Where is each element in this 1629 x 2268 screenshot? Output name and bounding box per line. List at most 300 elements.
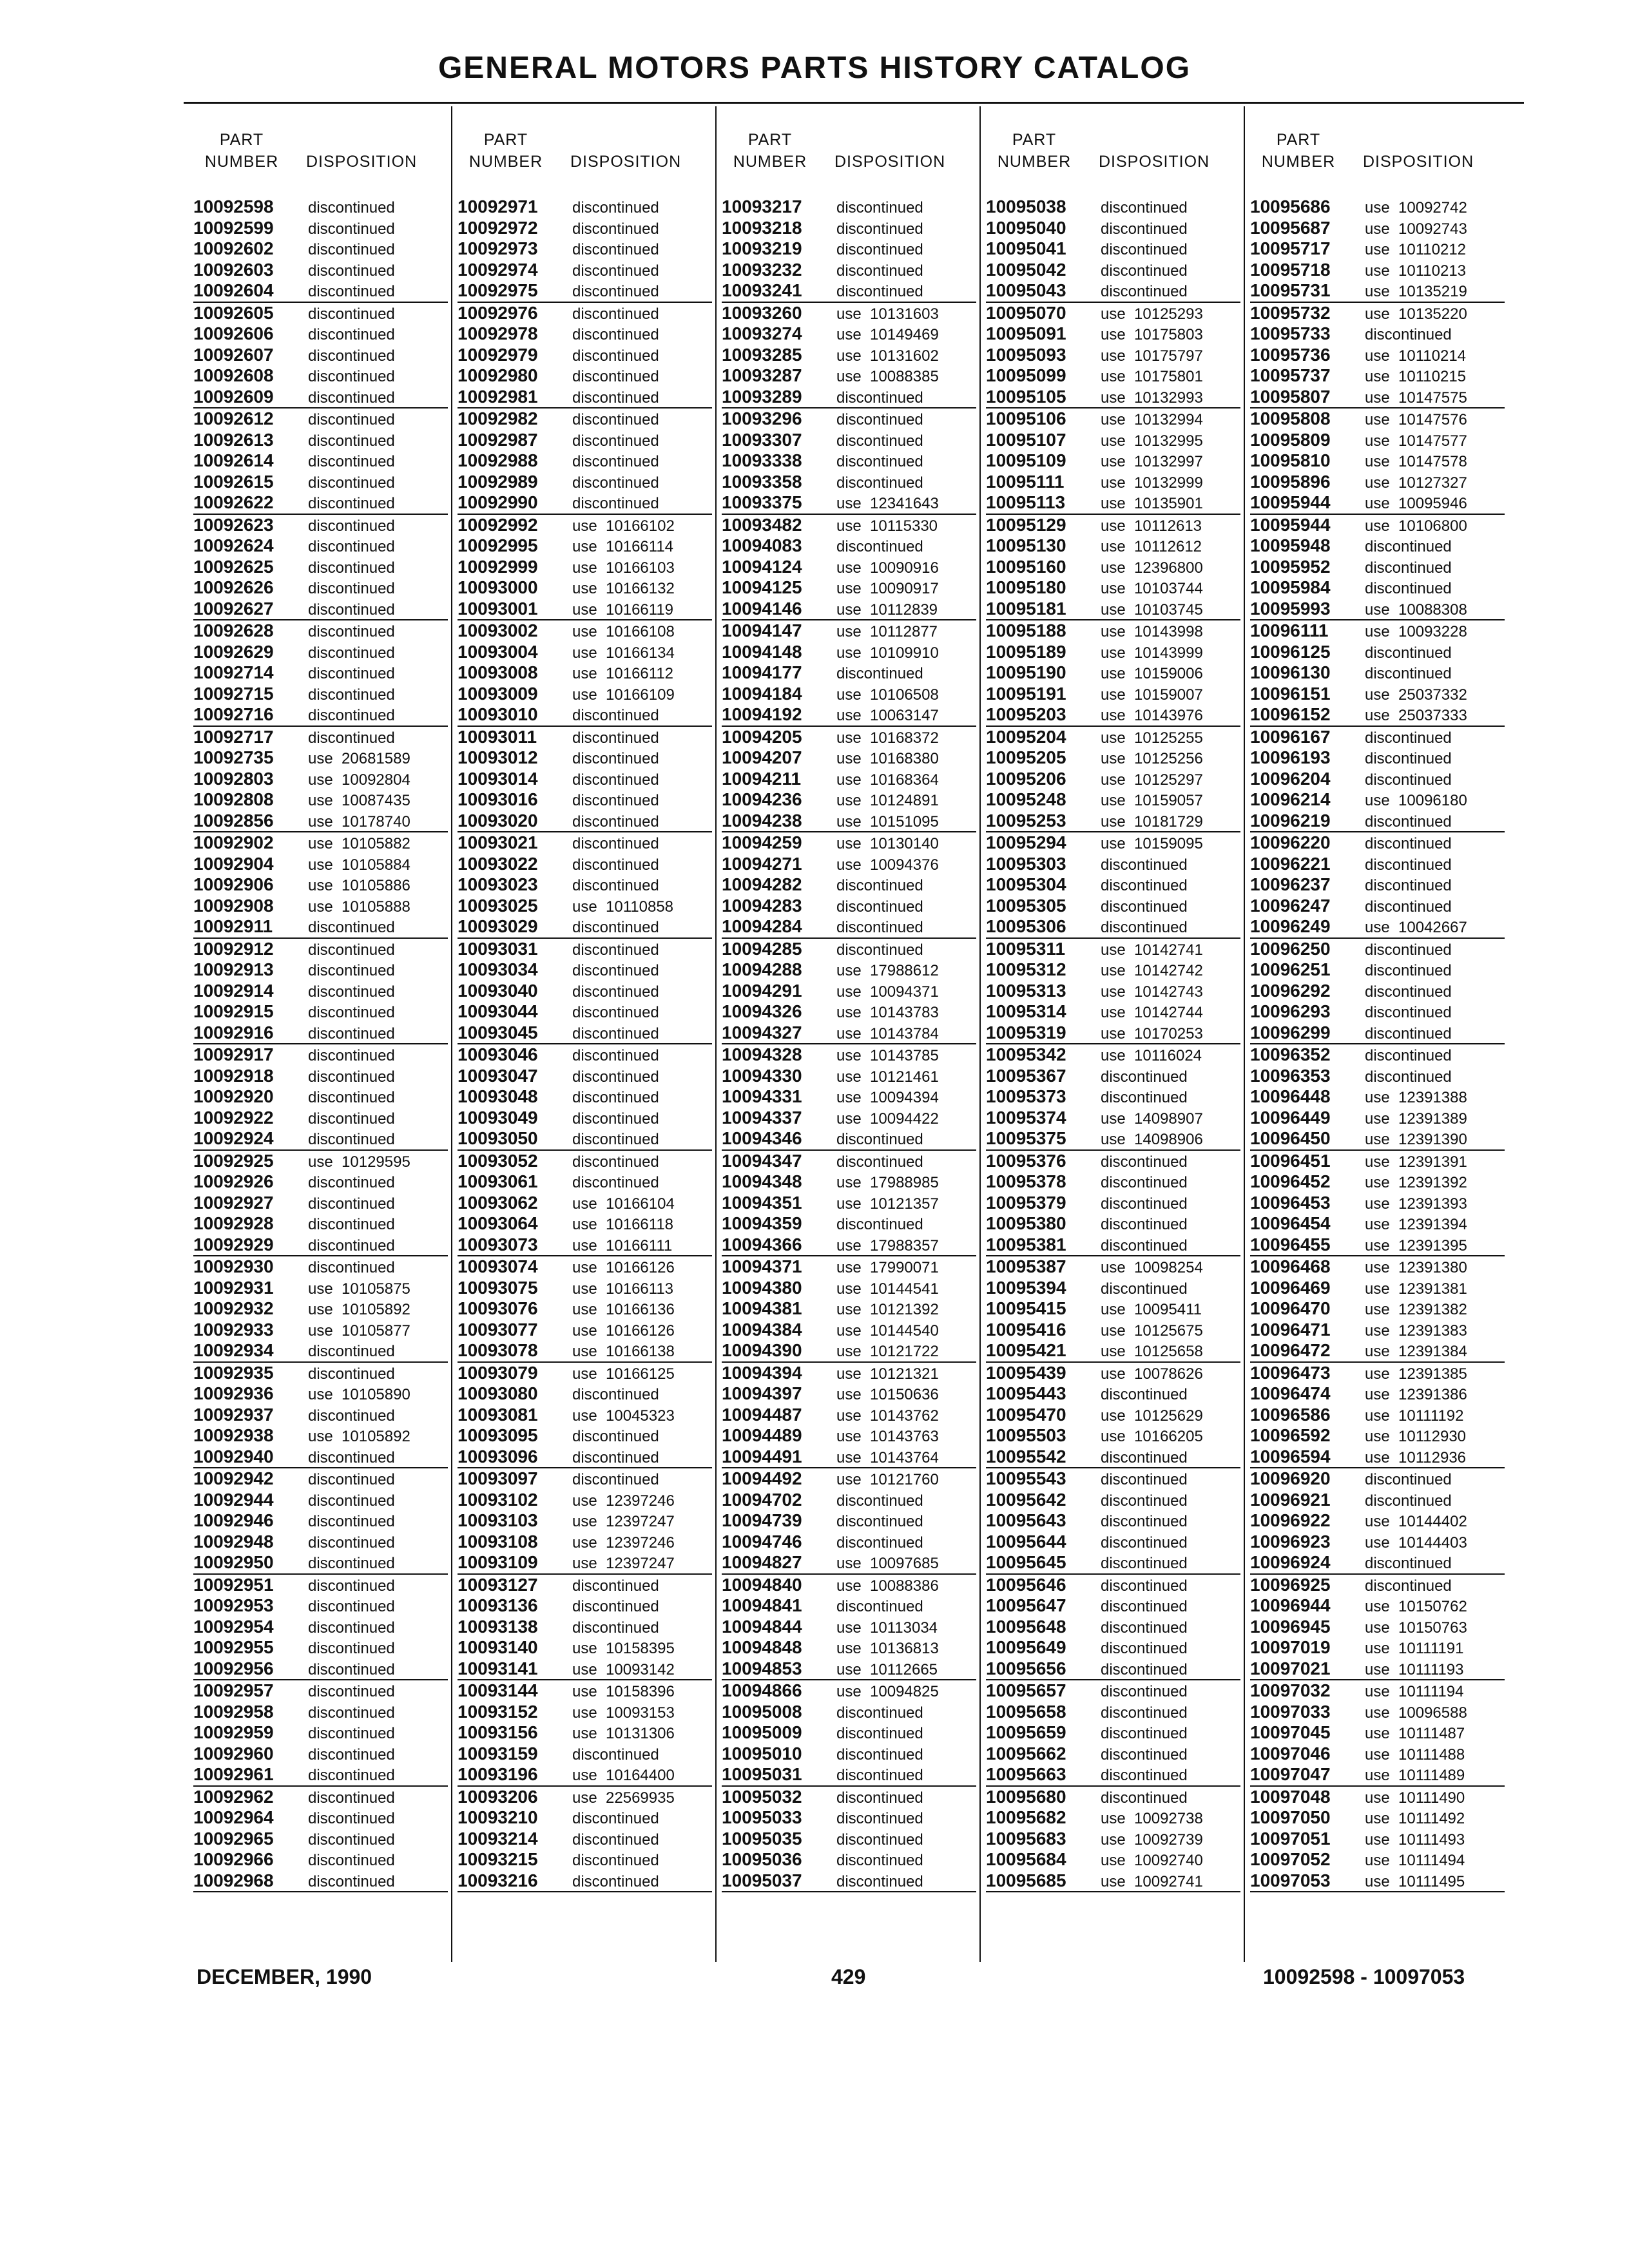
table-row xyxy=(986,387,1240,409)
part-number: 10094331 xyxy=(722,1086,802,1106)
table-row xyxy=(722,323,976,345)
table-row xyxy=(722,599,976,621)
disposition: discontinued xyxy=(572,1004,659,1021)
table-row xyxy=(986,1680,1240,1702)
disposition: use 10112665 xyxy=(836,1660,938,1678)
disposition: use 10105884 xyxy=(308,856,410,874)
part-number: 10092915 xyxy=(193,1001,274,1021)
table-row xyxy=(986,1151,1240,1172)
table-row xyxy=(1250,981,1505,1002)
disposition: discontinued xyxy=(308,411,395,428)
disposition: discontinued xyxy=(836,941,923,959)
table-row xyxy=(1250,1446,1505,1469)
part-number: 10095041 xyxy=(986,238,1066,258)
disposition: discontinued xyxy=(308,1024,395,1043)
part-number: 10095387 xyxy=(986,1256,1066,1276)
disposition: use 10159006 xyxy=(1101,665,1203,682)
disposition: use 10096180 xyxy=(1365,792,1467,809)
disposition: discontinued xyxy=(572,750,659,767)
disposition: discontinued xyxy=(572,1068,659,1086)
disposition: use 10088308 xyxy=(1365,601,1467,619)
part-number: 10092602 xyxy=(193,238,274,258)
column-rows xyxy=(986,197,1240,1892)
disposition: discontinued xyxy=(572,962,659,979)
disposition: discontinued xyxy=(1101,262,1188,280)
table-row xyxy=(193,769,448,790)
disposition: use 10106508 xyxy=(836,686,939,704)
part-number: 10095206 xyxy=(986,768,1066,789)
column-divider xyxy=(715,106,717,1962)
disposition: use 10105875 xyxy=(308,1280,410,1298)
disposition: use 10170253 xyxy=(1101,1024,1203,1043)
table-row xyxy=(458,1446,712,1469)
part-number: 10095381 xyxy=(986,1234,1066,1254)
disposition: discontinued xyxy=(572,771,659,789)
disposition: discontinued xyxy=(836,1767,923,1784)
table-row xyxy=(458,197,712,218)
part-number: 10096592 xyxy=(1250,1425,1331,1445)
table-row xyxy=(986,811,1240,833)
table-row xyxy=(458,1298,712,1320)
disposition: discontinued xyxy=(836,1810,923,1827)
disposition: use 10105892 xyxy=(308,1301,410,1318)
table-row xyxy=(458,450,712,472)
table-row xyxy=(193,662,448,684)
disposition: use 10105886 xyxy=(308,877,410,894)
table-row xyxy=(986,1298,1240,1320)
table-row xyxy=(458,1340,712,1363)
table-row xyxy=(1250,939,1505,960)
part-number: 10093358 xyxy=(722,471,802,492)
part-number: 10095008 xyxy=(722,1701,802,1722)
part-number: 10095645 xyxy=(986,1552,1066,1572)
disposition: discontinued xyxy=(1365,941,1452,959)
part-number: 10096921 xyxy=(1250,1489,1331,1510)
part-number: 10094848 xyxy=(722,1637,802,1657)
table-row xyxy=(193,450,448,472)
table-row xyxy=(458,939,712,960)
part-number: 10092714 xyxy=(193,662,274,682)
table-row xyxy=(986,260,1240,281)
disposition: use 12397247 xyxy=(572,1555,675,1572)
part-number: 10094841 xyxy=(722,1595,802,1615)
table-row xyxy=(1250,365,1505,387)
disposition: use 10110214 xyxy=(1365,347,1467,365)
table-row xyxy=(193,1108,448,1129)
part-number: 10093010 xyxy=(458,704,538,724)
part-number: 10094381 xyxy=(722,1298,802,1318)
table-row xyxy=(458,620,712,642)
disposition: use 10135219 xyxy=(1365,283,1467,300)
table-row xyxy=(1250,430,1505,451)
disposition: use 10166134 xyxy=(572,644,675,662)
part-number: 10094739 xyxy=(722,1510,802,1530)
disposition: use 10078626 xyxy=(1101,1365,1203,1383)
table-row xyxy=(1250,642,1505,663)
disposition: discontinued xyxy=(308,1577,395,1595)
table-row xyxy=(722,1870,976,1893)
disposition: discontinued xyxy=(572,326,659,343)
table-row xyxy=(986,1637,1240,1658)
table-row xyxy=(458,1066,712,1087)
part-number: 10093287 xyxy=(722,365,802,385)
part-number: 10093289 xyxy=(722,386,802,407)
disposition: use 10135220 xyxy=(1365,305,1467,323)
disposition: use 10087435 xyxy=(308,792,410,809)
part-number: 10094346 xyxy=(722,1128,802,1148)
disposition: use 10143764 xyxy=(836,1448,939,1466)
part-number: 10092603 xyxy=(193,259,274,280)
part-number: 10092973 xyxy=(458,238,538,258)
header-rule xyxy=(184,102,1524,104)
disposition: use 10130140 xyxy=(836,835,939,852)
table-row xyxy=(986,577,1240,599)
disposition: use 10111495 xyxy=(1365,1872,1465,1890)
disposition: use 10092743 xyxy=(1365,220,1467,238)
disposition: use 10121321 xyxy=(836,1365,939,1383)
disposition: use 10175797 xyxy=(1101,347,1203,365)
table-row xyxy=(458,874,712,896)
table-row xyxy=(1250,620,1505,642)
part-number: 10095099 xyxy=(986,365,1066,385)
part-number: 10092940 xyxy=(193,1446,274,1466)
part-number: 10092914 xyxy=(193,980,274,1001)
table-row xyxy=(722,662,976,684)
table-row xyxy=(722,981,976,1002)
part-number: 10095656 xyxy=(986,1658,1066,1678)
part-number: 10097052 xyxy=(1250,1849,1331,1869)
table-row xyxy=(722,1023,976,1045)
table-row xyxy=(458,1870,712,1893)
disposition: use 10131306 xyxy=(572,1725,675,1742)
table-row xyxy=(986,1468,1240,1490)
column-header xyxy=(193,129,417,173)
disposition: discontinued xyxy=(836,1789,923,1807)
table-row xyxy=(193,1552,448,1575)
table-row xyxy=(458,1680,712,1702)
disposition: use 10094394 xyxy=(836,1089,939,1106)
part-number: 10092932 xyxy=(193,1298,274,1318)
disposition: discontinued xyxy=(308,474,395,492)
disposition: use 10092738 xyxy=(1101,1810,1203,1827)
disposition: discontinued xyxy=(1365,983,1452,1001)
disposition: use 10125629 xyxy=(1101,1407,1203,1425)
table-row xyxy=(193,854,448,875)
part-number: 10096450 xyxy=(1250,1128,1331,1148)
disposition: use 12391395 xyxy=(1365,1236,1467,1254)
part-number: 10096468 xyxy=(1250,1256,1331,1276)
part-number: 10095658 xyxy=(986,1701,1066,1722)
disposition: discontinued xyxy=(308,1745,395,1763)
disposition: discontinued xyxy=(308,1259,395,1276)
part-number: 10095204 xyxy=(986,726,1066,747)
table-row xyxy=(1250,197,1505,218)
table-row xyxy=(986,1849,1240,1870)
disposition: use 10166136 xyxy=(572,1301,675,1318)
disposition: use 10147576 xyxy=(1365,411,1467,428)
disposition: use 10092741 xyxy=(1101,1872,1203,1890)
part-number: 10093075 xyxy=(458,1277,538,1298)
disposition: use 10113034 xyxy=(836,1619,938,1637)
table-row xyxy=(1250,1298,1505,1320)
disposition: use 12391389 xyxy=(1365,1110,1467,1128)
table-row xyxy=(986,365,1240,387)
part-number: 10093215 xyxy=(458,1849,538,1869)
table-row xyxy=(722,1405,976,1426)
part-number: 10092951 xyxy=(193,1574,274,1595)
part-number: 10092902 xyxy=(193,832,274,852)
part-number: 10095394 xyxy=(986,1277,1066,1298)
disposition: use 10111192 xyxy=(1365,1407,1464,1425)
disposition: use 10132997 xyxy=(1101,453,1203,470)
disposition: use 10166111 xyxy=(572,1236,673,1254)
part-number: 10096352 xyxy=(1250,1044,1331,1064)
part-number: 10092937 xyxy=(193,1404,274,1425)
table-row xyxy=(458,1044,712,1066)
table-row xyxy=(458,1532,712,1553)
table-row xyxy=(193,1193,448,1214)
table-row xyxy=(722,1278,976,1299)
part-number: 10096220 xyxy=(1250,832,1331,852)
table-row xyxy=(1250,238,1505,260)
table-row xyxy=(1250,1764,1505,1787)
disposition: use 10144541 xyxy=(836,1280,939,1298)
table-row xyxy=(986,599,1240,621)
header-disposition: DISPOSITION xyxy=(1099,153,1210,171)
disposition: use 10159007 xyxy=(1101,686,1203,704)
table-row xyxy=(1250,1086,1505,1108)
part-number: 10095379 xyxy=(986,1192,1066,1213)
disposition: discontinued xyxy=(308,1852,395,1869)
disposition: use 10063147 xyxy=(836,707,939,724)
table-row xyxy=(458,1171,712,1193)
part-number: 10092626 xyxy=(193,577,274,597)
table-row xyxy=(1250,704,1505,727)
part-number: 10094853 xyxy=(722,1658,802,1678)
column-divider xyxy=(979,106,981,1962)
table-row xyxy=(1250,1001,1505,1023)
disposition: discontinued xyxy=(308,1640,395,1657)
table-row xyxy=(458,280,712,303)
disposition: use 10111488 xyxy=(1365,1745,1465,1763)
part-number: 10092976 xyxy=(458,302,538,323)
table-row xyxy=(193,1829,448,1850)
disposition: discontinued xyxy=(308,644,395,662)
table-row xyxy=(722,1722,976,1744)
table-row xyxy=(986,1086,1240,1108)
table-row xyxy=(722,1468,976,1490)
part-number: 10093096 xyxy=(458,1446,538,1466)
table-row xyxy=(986,1278,1240,1299)
table-row xyxy=(193,1066,448,1087)
table-row xyxy=(458,1151,712,1172)
part-number: 10093108 xyxy=(458,1531,538,1552)
part-number: 10092972 xyxy=(458,217,538,238)
disposition: discontinued xyxy=(308,1407,395,1425)
disposition: use 10105890 xyxy=(308,1386,410,1403)
disposition: discontinued xyxy=(836,262,923,280)
table-row xyxy=(1250,874,1505,896)
disposition: use 12396800 xyxy=(1101,559,1203,577)
table-row xyxy=(193,1575,448,1596)
table-row xyxy=(458,1468,712,1490)
disposition: use 10166132 xyxy=(572,580,675,597)
table-row xyxy=(193,492,448,515)
part-number: 10096469 xyxy=(1250,1277,1331,1298)
disposition: discontinued xyxy=(572,1852,659,1869)
part-number: 10093217 xyxy=(722,197,802,216)
disposition: use 10121722 xyxy=(836,1343,939,1360)
table-row xyxy=(722,197,976,218)
part-number: 10092980 xyxy=(458,365,538,385)
disposition: discontinued xyxy=(1365,1068,1452,1086)
disposition: use 10143783 xyxy=(836,1004,939,1021)
header-part-number: PART NUMBER xyxy=(204,131,279,171)
part-number: 10096472 xyxy=(1250,1340,1331,1360)
disposition: discontinued xyxy=(1101,1153,1188,1171)
part-number: 10096924 xyxy=(1250,1552,1331,1572)
table-row xyxy=(458,535,712,557)
part-number: 10092612 xyxy=(193,408,274,428)
table-row xyxy=(1250,959,1505,981)
table-row xyxy=(458,1213,712,1235)
part-number: 10092920 xyxy=(193,1086,274,1106)
table-row xyxy=(193,1340,448,1363)
disposition: discontinued xyxy=(836,919,923,936)
table-row xyxy=(193,535,448,557)
part-number: 10094184 xyxy=(722,683,802,704)
table-row xyxy=(722,1298,976,1320)
disposition: use 10144402 xyxy=(1365,1513,1467,1530)
part-number: 10093076 xyxy=(458,1298,538,1318)
disposition: discontinued xyxy=(308,1872,395,1890)
part-number: 10093044 xyxy=(458,1001,538,1021)
disposition: discontinued xyxy=(1101,199,1188,216)
part-number: 10094282 xyxy=(722,874,802,894)
part-number: 10092999 xyxy=(458,556,538,577)
part-number: 10093023 xyxy=(458,874,538,894)
part-number: 10092598 xyxy=(193,197,274,216)
part-number: 10093073 xyxy=(458,1234,538,1254)
disposition: use 10158396 xyxy=(572,1683,675,1700)
part-number: 10095105 xyxy=(986,386,1066,407)
disposition: discontinued xyxy=(836,1704,923,1722)
disposition: use 25037333 xyxy=(1365,707,1467,724)
part-number: 10093021 xyxy=(458,832,538,852)
table-row xyxy=(986,854,1240,875)
part-number: 10093049 xyxy=(458,1107,538,1128)
disposition: discontinued xyxy=(572,1047,659,1064)
table-row xyxy=(193,1870,448,1893)
column-divider xyxy=(1244,106,1245,1962)
part-number: 10094347 xyxy=(722,1150,802,1171)
disposition: use 10125675 xyxy=(1101,1321,1203,1340)
part-number: 10093048 xyxy=(458,1086,538,1106)
table-row xyxy=(986,832,1240,854)
table-row xyxy=(193,789,448,811)
disposition: discontinued xyxy=(572,983,659,1001)
part-number: 10092908 xyxy=(193,895,274,916)
part-number: 10095657 xyxy=(986,1680,1066,1700)
disposition: discontinued xyxy=(308,347,395,365)
table-row xyxy=(722,1213,976,1235)
table-row xyxy=(986,1446,1240,1469)
disposition: use 10143784 xyxy=(836,1024,939,1043)
table-row xyxy=(193,323,448,345)
disposition: use 10131602 xyxy=(836,347,939,365)
part-number: 10093045 xyxy=(458,1022,538,1043)
disposition: use 10166138 xyxy=(572,1343,675,1360)
table-row xyxy=(458,727,712,748)
table-row xyxy=(1250,1575,1505,1596)
disposition: use 10127327 xyxy=(1365,474,1467,492)
part-number: 10092856 xyxy=(193,810,274,831)
part-number: 10092974 xyxy=(458,259,538,280)
part-number: 10093152 xyxy=(458,1701,538,1722)
table-row xyxy=(722,408,976,430)
part-number: 10095129 xyxy=(986,514,1066,535)
part-number: 10093052 xyxy=(458,1150,538,1171)
table-row xyxy=(1250,662,1505,684)
part-number: 10093002 xyxy=(458,620,538,640)
table-row xyxy=(1250,1807,1505,1829)
table-row xyxy=(458,238,712,260)
part-number: 10092965 xyxy=(193,1828,274,1849)
table-row xyxy=(986,1425,1240,1446)
disposition: use 10045323 xyxy=(572,1407,675,1425)
table-row xyxy=(722,260,976,281)
table-row xyxy=(193,1298,448,1320)
disposition: discontinued xyxy=(308,1767,395,1784)
part-number: 10092968 xyxy=(193,1870,274,1890)
part-number: 10095642 xyxy=(986,1489,1066,1510)
part-number: 10095659 xyxy=(986,1722,1066,1742)
table-row xyxy=(458,811,712,833)
disposition: use 10129595 xyxy=(308,1153,410,1171)
table-row xyxy=(193,472,448,493)
part-number: 10095416 xyxy=(986,1319,1066,1340)
disposition: discontinued xyxy=(1365,1577,1452,1595)
footer-date: DECEMBER, 1990 xyxy=(197,1965,372,1988)
table-row xyxy=(986,492,1240,515)
disposition: discontinued xyxy=(308,707,395,724)
table-row xyxy=(1250,1870,1505,1893)
part-number: 10094827 xyxy=(722,1552,802,1572)
table-row xyxy=(193,1490,448,1511)
part-number: 10092927 xyxy=(193,1192,274,1213)
disposition: discontinued xyxy=(308,686,395,704)
table-row xyxy=(986,1829,1240,1850)
part-number: 10092623 xyxy=(193,514,274,535)
table-row xyxy=(722,430,976,451)
disposition: use 10098254 xyxy=(1101,1259,1203,1276)
disposition: use 10143998 xyxy=(1101,623,1203,640)
disposition: discontinued xyxy=(572,1872,659,1890)
table-row xyxy=(193,1213,448,1235)
table-row xyxy=(1250,303,1505,324)
part-number: 10095808 xyxy=(1250,408,1331,428)
part-number: 10095731 xyxy=(1250,280,1331,300)
part-number: 10093029 xyxy=(458,916,538,936)
header-part-number: PART NUMBER xyxy=(1261,131,1336,171)
disposition: use 10111193 xyxy=(1365,1660,1464,1678)
part-number: 10095647 xyxy=(986,1595,1066,1615)
part-number: 10093022 xyxy=(458,853,538,874)
part-number: 10095687 xyxy=(1250,217,1331,238)
disposition: use 10112612 xyxy=(1101,538,1202,555)
table-row xyxy=(1250,1363,1505,1384)
part-number: 10093016 xyxy=(458,789,538,809)
